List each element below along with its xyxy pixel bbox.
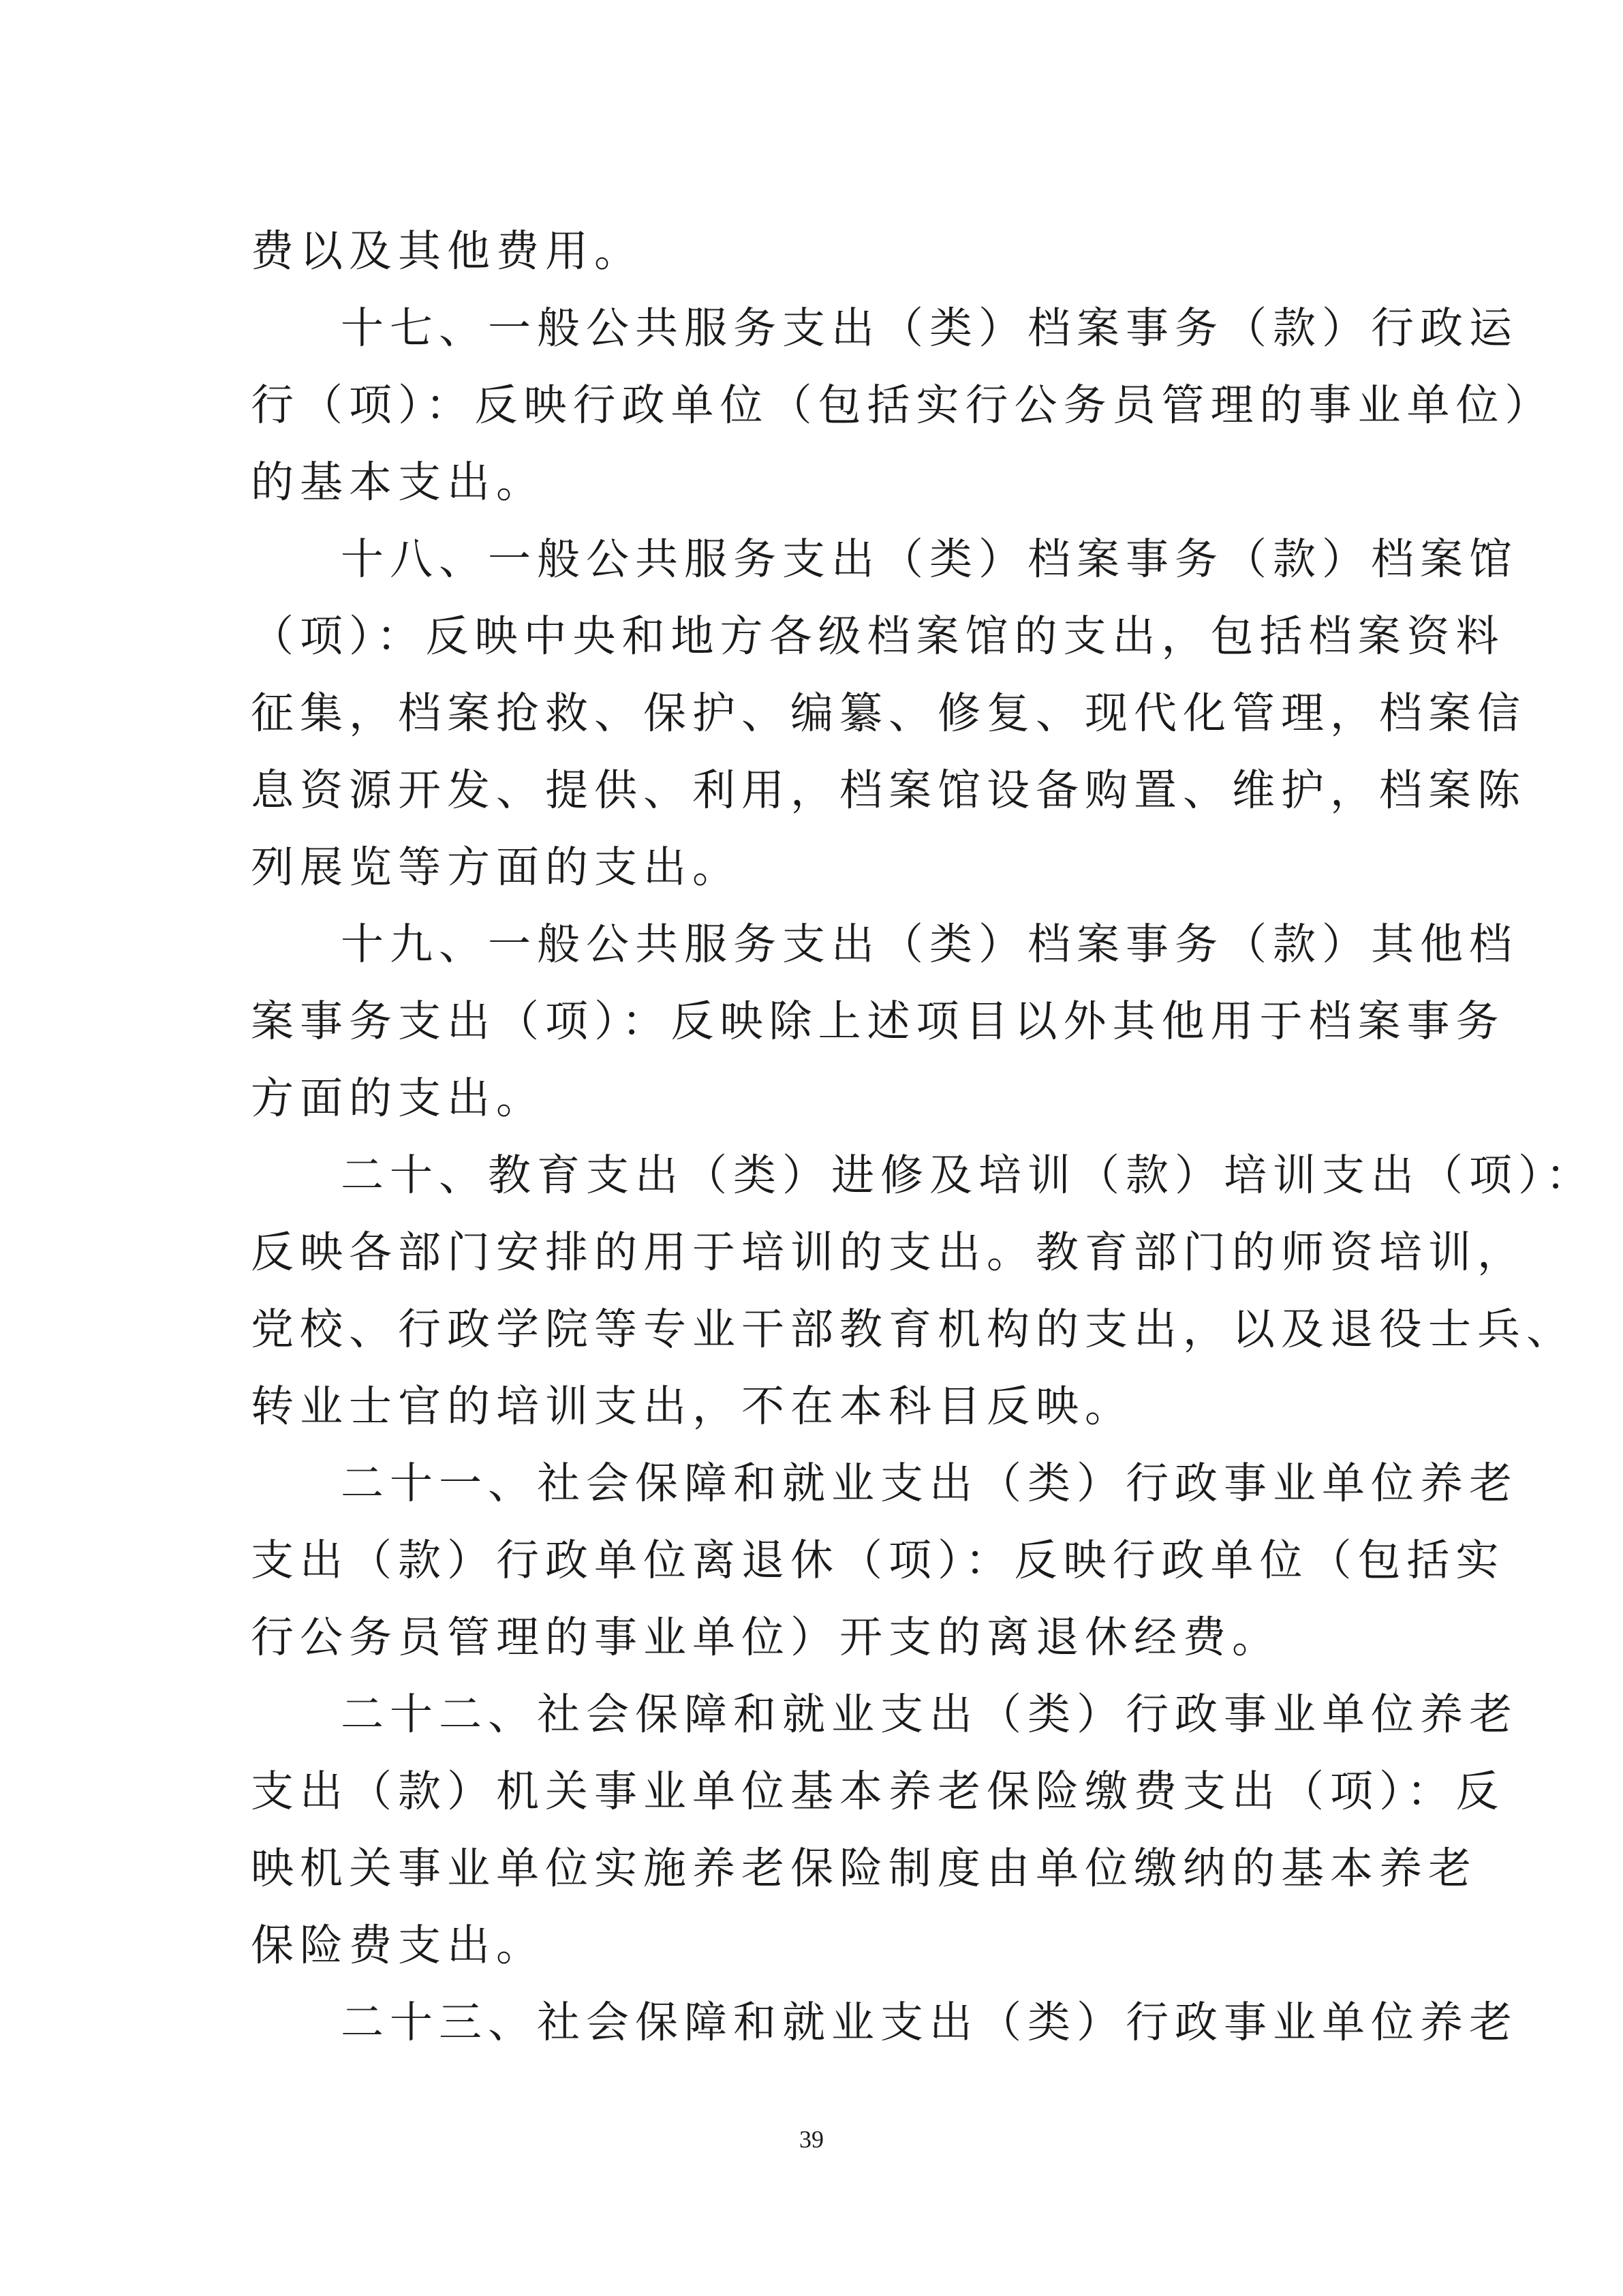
paragraph-16-continuation: [251, 213, 1385, 290]
text-line: 反映各部门安排的用于培训的支出。教育部门的师资培训，: [251, 1227, 1526, 1277]
text-line: 案事务支出（项）：反映除上述项目以外其他用于档案事务: [251, 996, 1505, 1046]
paragraph-19: [251, 906, 1518, 1137]
text-line: 十七、一般公共服务支出（类）档案事务（款）行政运: [341, 303, 1518, 353]
text-line: 二十一、社会保障和就业支出（类）行政事业单位养老: [341, 1458, 1518, 1508]
paragraph-17: [251, 290, 1554, 521]
text-line: 行公务员管理的事业单位）开支的离退休经费。: [251, 1612, 1281, 1662]
text-line: 支出（款）行政单位离退休（项）：反映行政单位（包括实: [251, 1535, 1505, 1585]
text-line: （项）：反映中央和地方各级档案馆的支出，包括档案资料: [251, 611, 1505, 661]
paragraph-23-start: [251, 1984, 1518, 2061]
text-line: 二十三、社会保障和就业支出（类）行政事业单位养老: [341, 1997, 1518, 2047]
text-line: 支出（款）机关事业单位基本养老保险缴费支出（项）：反: [251, 1766, 1505, 1816]
paragraph-18: [251, 521, 1526, 906]
text-line: 息资源开发、提供、利用，档案馆设备购置、维护，档案陈: [251, 765, 1526, 815]
text-line: 费以及其他费用。: [251, 226, 643, 276]
text-line: 二十、教育支出（类）进修及培训（款）培训支出（项）：: [341, 1150, 1595, 1200]
text-line: 方面的支出。: [251, 1073, 545, 1123]
text-line: 转业士官的培训支出，不在本科目反映。: [251, 1381, 1134, 1431]
paragraph-20: [251, 1137, 1595, 1445]
text-line: 十八、一般公共服务支出（类）档案事务（款）档案馆: [341, 534, 1518, 584]
paragraph-22: [251, 1676, 1518, 1984]
text-line: 列展览等方面的支出。: [251, 842, 741, 892]
paragraph-21: [251, 1445, 1518, 1676]
page-number: 39: [799, 2126, 824, 2153]
text-line: 的基本支出。: [251, 457, 545, 507]
text-line: 党校、行政学院等专业干部教育机构的支出，以及退役士兵、: [251, 1304, 1575, 1354]
body-text: [251, 213, 1595, 2061]
text-line: 二十二、社会保障和就业支出（类）行政事业单位养老: [341, 1689, 1518, 1739]
text-line: 映机关事业单位实施养老保险制度由单位缴纳的基本养老: [251, 1843, 1477, 1893]
text-line: 征集，档案抢救、保护、编纂、修复、现代化管理，档案信: [251, 688, 1526, 738]
text-line: 保险费支出。: [251, 1920, 545, 1970]
text-line: 行（项）：反映行政单位（包括实行公务员管理的事业单位）: [251, 380, 1554, 430]
text-line: 十九、一般公共服务支出（类）档案事务（款）其他档: [341, 919, 1518, 969]
